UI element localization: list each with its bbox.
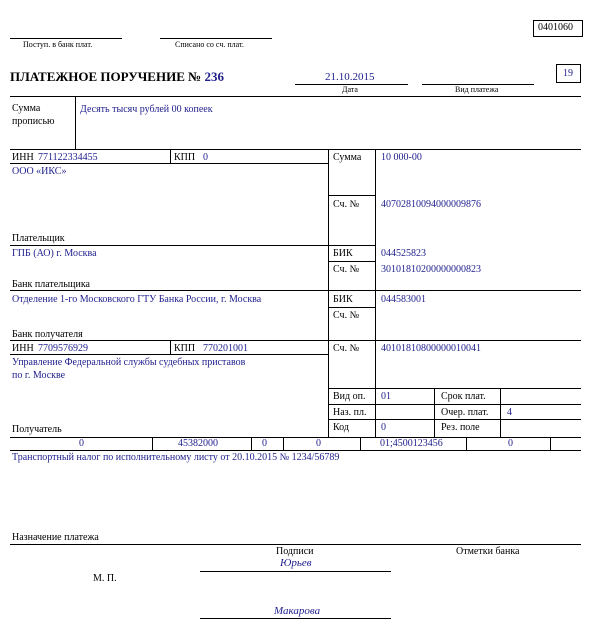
purpose-label: Назначение платежа (12, 532, 99, 543)
order-label: Очер. плат. (441, 407, 489, 418)
tax-row-bottom-line (10, 450, 581, 451)
recipient-bank-label: Банк получателя (12, 329, 83, 340)
recipient-bank-name: Отделение 1-го Московского ГТУ Банка России, г. Москва (12, 294, 262, 305)
recipient-account-label: Сч. № (333, 343, 360, 354)
payer-bank-bik-line (328, 261, 375, 262)
recipient-kpp: 770201001 (203, 343, 248, 354)
amount-words-divider (75, 96, 76, 149)
recipient-inn-label: ИНН (12, 343, 34, 354)
signature-1-line (200, 571, 391, 572)
amount-top-line (10, 96, 581, 97)
tax-divider-5 (466, 437, 467, 450)
details-divider-1 (434, 388, 435, 437)
amount-words-label-1: Сумма (12, 103, 41, 114)
tax-field: 45382000 (178, 438, 218, 449)
recipient-bank-bik-line (328, 307, 375, 308)
payer-bank-bik-label: БИК (333, 248, 353, 259)
payer-bank-bik: 044525823 (381, 248, 426, 259)
main-col-divider (328, 149, 329, 437)
signature-1: Юрьев (280, 557, 312, 569)
signature-2: Макарова (274, 605, 321, 617)
recipient-bank-bottom-line (10, 340, 581, 341)
order-date: 21.10.2015 (325, 71, 375, 83)
amount-words-label-2: прописью (12, 116, 55, 127)
details-divider-2 (500, 388, 501, 437)
payer-account: 40702810094000009876 (381, 199, 481, 210)
term-label: Срок плат. (441, 391, 486, 402)
recipient-name-1: Управление Федеральной службы судебных приставов (12, 357, 246, 368)
value-col-divider (375, 149, 376, 437)
amount-words-value: Десять тысяч рублей 00 копеек (80, 104, 213, 115)
payer-kpp-label: КПП (174, 152, 196, 163)
payer-inn-label: ИНН (12, 152, 34, 163)
reserve-label: Рез. поле (441, 422, 480, 433)
recipient-label: Получатель (12, 424, 62, 435)
payment-order: 4 (507, 407, 512, 418)
form-code: 0401060 (538, 22, 573, 33)
payer-inn: 771122334455 (38, 152, 98, 163)
tax-field: 0 (79, 438, 84, 449)
payer-bank-name: ГПБ (АО) г. Москва (12, 248, 97, 259)
payer-sum: 10 000-00 (381, 152, 422, 163)
recipient-inn-bottom-line (10, 354, 328, 355)
recipient-bank-account-label: Сч. № (333, 310, 360, 321)
payer-bank-account-label: Сч. № (333, 264, 360, 275)
sum-bottom-line (328, 195, 375, 196)
received-label: Поступ. в банк плат. (23, 40, 93, 49)
payer-bank-account: 30101810200000000823 (381, 264, 481, 275)
payer-inn-kpp-divider (170, 149, 171, 163)
code-value: 0 (381, 422, 386, 433)
tax-divider-2 (251, 437, 252, 450)
purpose-bottom-line (10, 544, 581, 545)
op-type-label: Вид оп. (333, 391, 366, 402)
op-type: 01 (381, 391, 391, 402)
recipient-name-2: по г. Москве (12, 370, 66, 381)
tax-divider-3 (283, 437, 284, 450)
received-line (10, 38, 122, 39)
recipient-bank-bik: 044583001 (381, 294, 426, 305)
tax-divider-4 (360, 437, 361, 450)
payer-bottom-line (10, 245, 375, 246)
payer-kpp: 0 (203, 152, 208, 163)
date-label: Дата (342, 85, 358, 94)
stamp-label: М. П. (93, 573, 117, 584)
page-title (10, 69, 224, 85)
title-text: ПЛАТЕЖНОЕ ПОРУЧЕНИЕ № (10, 69, 202, 84)
payer-bank-bottom-line (10, 290, 581, 291)
payer-name: ООО «ИКС» (12, 166, 67, 177)
tax-row-top-line (10, 437, 581, 438)
recipient-inn: 7709576929 (38, 343, 88, 354)
payer-bank-label: Банк плательщика (12, 279, 90, 290)
debited-line (160, 38, 272, 39)
tax-field: 0 (316, 438, 321, 449)
signature-2-line (200, 618, 391, 619)
grid-line-payer-inn-bottom (10, 163, 328, 164)
payment-type-label: Вид платежа (455, 85, 499, 94)
order-number: 236 (204, 69, 224, 84)
signatures-label: Подписи (276, 546, 314, 557)
tax-field: 0 (508, 438, 513, 449)
tax-field: 01;4500123456 (380, 438, 443, 449)
payer-sum-label: Сумма (333, 152, 362, 163)
tax-field: 0 (262, 438, 267, 449)
tax-divider-6 (550, 437, 551, 450)
tax-divider-1 (152, 437, 153, 450)
recipient-kpp-label: КПП (174, 343, 196, 354)
recipient-inn-kpp-divider (170, 340, 171, 354)
payer-label: Плательщик (12, 233, 65, 244)
recipient-bank-bik-label: БИК (333, 294, 353, 305)
bank-marks-label: Отметки банка (456, 546, 520, 557)
details-line-2 (328, 404, 581, 405)
status-code: 19 (563, 68, 573, 79)
recipient-account: 40101810800000010041 (381, 343, 481, 354)
payer-account-label: Сч. № (333, 199, 360, 210)
details-top-line (328, 388, 581, 389)
code-label: Код (333, 422, 349, 433)
debited-label: Списано со сч. плат. (175, 40, 244, 49)
grid-line-inn (10, 149, 581, 150)
purpose-text: Транспортный налог по исполнительному листу от 20.10.2015 № 1234/56789 (12, 452, 340, 463)
details-line-3 (328, 419, 581, 420)
purpose-code-label: Наз. пл. (333, 407, 367, 418)
